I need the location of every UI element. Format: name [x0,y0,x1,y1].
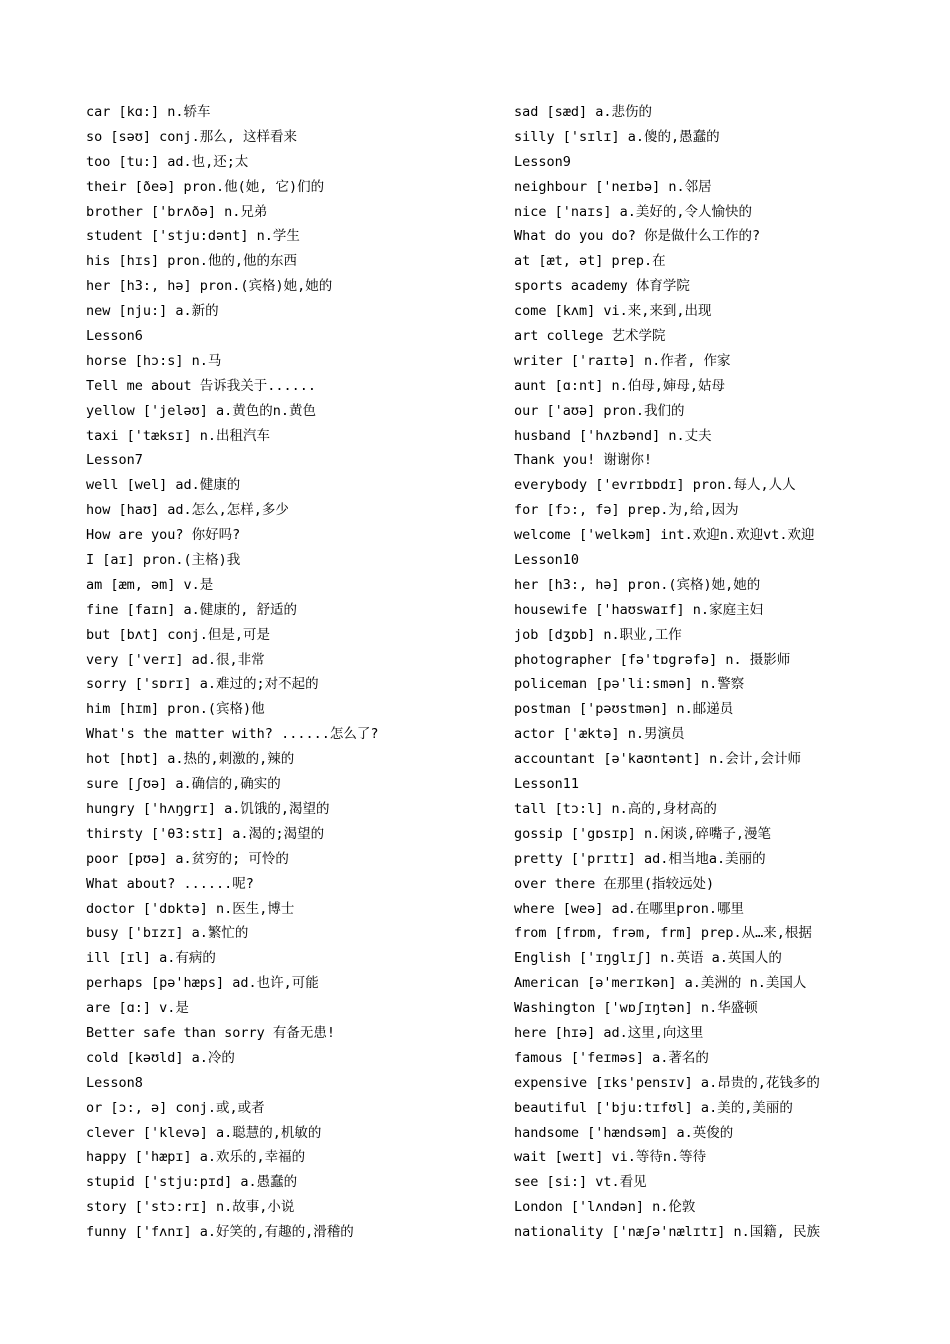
vocab-entry: so [səʊ] conj.那么, 这样看来 [86,128,298,145]
vocab-entry: housewife ['haʊswaɪf] n.家庭主妇 [514,601,764,618]
vocab-entry: poor [pʊə] a.贫穷的; 可怜的 [86,850,289,867]
vocab-entry: or [ɔ:, ə] conj.或,或者 [86,1099,265,1116]
vocab-entry: cold [kəʊld] a.冷的 [86,1049,235,1066]
vocab-entry: student ['stju:dənt] n.学生 [86,228,300,245]
vocab-entry: accountant [ə'kaʊntənt] n.会计,会计师 [514,751,801,768]
vocab-entry: sports academy 体育学院 [514,278,690,295]
vocab-entry: neighbour ['neɪbə] n.邻居 [514,178,712,195]
vocab-entry: her [h3:, hə] pron.(宾格)她,她的 [86,278,333,295]
vocab-entry: busy ['bɪzɪ] a.繁忙的 [86,925,249,942]
vocab-entry: fine [faɪn] a.健康的, 舒适的 [86,601,298,618]
vocab-entry: I [aɪ] pron.(主格)我 [86,552,241,569]
vocab-entry: What about? ......呢? [86,875,254,892]
right-column [514,100,934,1245]
vocab-entry: taxi ['tæksɪ] n.出租汽车 [86,427,271,444]
vocab-entry: tall [tɔ:l] n.高的,身材高的 [514,800,717,817]
vocab-entry: How are you? 你好吗? [86,527,241,544]
vocab-entry: doctor ['dɒktə] n.医生,博士 [86,900,295,917]
vocab-entry: stupid ['stju:pɪd] a.愚蠢的 [86,1174,298,1191]
vocab-entry: here [hɪə] ad.这里,向这里 [514,1024,704,1041]
vocab-entry: art college 艺术学院 [514,328,666,345]
vocab-entry: their [ðeə] pron.他(她, 它)们的 [86,178,325,195]
vocab-entry: at [æt, ət] prep.在 [514,253,666,270]
vocab-entry: too [tu:] ad.也,还;太 [86,153,249,170]
vocab-entry: but [bʌt] conj.但是,可是 [86,626,271,643]
vocab-entry: London ['lʌndən] n.伦敦 [514,1199,696,1216]
vocab-entry: Thank you! 谢谢你! [514,452,653,469]
vocab-entry: our ['aʊə] pron.我们的 [514,402,685,419]
vocab-entry: Better safe than sorry 有备无患! [86,1024,336,1041]
vocab-entry: beautiful ['bju:tɪfʊl] a.美的,美丽的 [514,1099,793,1116]
vocab-entry: hot [hɒt] a.热的,刺激的,辣的 [86,751,295,768]
vocab-entry: English ['ɪŋglɪʃ] n.英语 a.英国人的 [514,950,782,967]
vocab-entry: perhaps [pə'hæps] ad.也许,可能 [86,975,319,992]
vocab-entry: handsome ['hændsəm] a.英俊的 [514,1124,734,1141]
vocab-entry: Tell me about 告诉我关于...... [86,377,317,394]
vocab-entry: aunt [ɑ:nt] n.伯母,婶母,姑母 [514,377,726,394]
vocab-entry: horse [hɔ:s] n.马 [86,352,222,369]
vocab-entry: see [si:] vt.看见 [514,1174,647,1191]
vocab-entry: silly ['sɪlɪ] a.傻的,愚蠢的 [514,128,720,145]
lesson-heading: Lesson8 [86,1074,143,1091]
lesson-heading: Lesson7 [86,452,143,469]
vocab-entry: What do you do? 你是做什么工作的? [514,228,761,245]
vocab-entry: everybody ['evrɪbɒdɪ] pron.每人,人人 [514,477,796,494]
vocab-entry: Washington ['wɒʃɪŋtən] n.华盛顿 [514,1000,758,1017]
vocab-entry: sad [sæd] a.悲伤的 [514,104,653,120]
lesson-heading: Lesson11 [514,776,580,793]
vocab-entry: sure [ʃʊə] a.确信的,确实的 [86,776,281,793]
vocab-entry: story ['stɔ:rɪ] n.故事,小说 [86,1199,295,1216]
vocab-entry: his [hɪs] pron.他的,他的东西 [86,253,298,270]
vocab-entry: where [weə] ad.在哪里pron.哪里 [514,900,745,917]
vocab-entry: gossip ['gɒsɪp] n.闲谈,碎嘴子,漫笔 [514,825,772,842]
vocab-entry: sorry ['sɒrɪ] a.难过的;对不起的 [86,676,319,693]
vocab-entry: brother ['brʌðə] n.兄弟 [86,203,268,220]
vocab-entry: come [kʌm] vi.来,来到,出现 [514,303,712,320]
vocab-entry: very ['verɪ] ad.很,非常 [86,651,265,668]
vocab-entry: for [fɔ:, fə] prep.为,给,因为 [514,502,739,519]
left-column [86,100,506,1245]
vocab-entry: are [ɑ:] v.是 [86,1000,189,1017]
lesson-heading: Lesson10 [514,552,580,569]
vocab-entry: am [æm, əm] v.是 [86,576,214,593]
vocab-entry: famous ['feɪməs] a.著名的 [514,1049,709,1066]
vocab-entry: What's the matter with? ......怎么了? [86,726,379,743]
vocab-entry: writer ['raɪtə] n.作者, 作家 [514,352,731,369]
vocab-entry: wait [weɪt] vi.等待n.等待 [514,1149,707,1166]
vocab-entry: welcome ['welkəm] int.欢迎n.欢迎vt.欢迎 [514,527,815,544]
vocab-entry: photographer [fə'tɒgrəfə] n. 摄影师 [514,651,791,668]
vocab-entry: nice ['naɪs] a.美好的,令人愉快的 [514,203,753,220]
vocab-entry: American [ə'merɪkən] a.美洲的 n.美国人 [514,975,807,992]
vocab-entry: husband ['hʌzbənd] n.丈夫 [514,427,712,444]
vocab-entry: ill [ɪl] a.有病的 [86,950,216,967]
vocab-entry: new [nju:] a.新的 [86,303,219,320]
vocab-entry: funny ['fʌnɪ] a.好笑的,有趣的,滑稽的 [86,1224,354,1241]
vocab-entry: happy ['hæpɪ] a.欢乐的,幸福的 [86,1149,306,1166]
vocab-entry: car [kɑ:] n.轿车 [86,104,211,120]
vocab-entry: her [h3:, hə] pron.(宾格)她,她的 [514,576,761,593]
vocab-entry: yellow ['jeləʊ] a.黄色的n.黄色 [86,402,317,419]
vocab-entry: job [dʒɒb] n.职业,工作 [514,626,682,643]
vocab-entry: well [wel] ad.健康的 [86,477,241,494]
vocab-entry: from [frɒm, frəm, frm] prep.从…来,根据 [514,925,812,942]
vocab-entry: policeman [pə'li:smən] n.警察 [514,676,745,693]
vocab-entry: clever ['klevə] a.聪慧的,机敏的 [86,1124,322,1141]
vocab-entry: over there 在那里(指较远处) [514,875,715,892]
vocab-entry: him [hɪm] pron.(宾格)他 [86,701,265,718]
vocab-entry: pretty ['prɪtɪ] ad.相当地a.美丽的 [514,850,766,867]
vocab-entry: thirsty ['θ3:stɪ] a.渴的;渴望的 [86,825,325,842]
vocab-entry: actor ['æktə] n.男演员 [514,726,685,743]
vocab-entry: expensive [ɪks'pensɪv] a.昂贵的,花钱多的 [514,1074,820,1091]
lesson-heading: Lesson9 [514,153,571,170]
vocab-entry: hungry ['hʌŋgrɪ] a.饥饿的,渴望的 [86,800,330,817]
vocab-entry: postman ['pəʊstmən] n.邮递员 [514,701,734,718]
vocab-entry: nationality ['næʃə'nælɪtɪ] n.国籍, 民族 [514,1224,820,1241]
lesson-heading: Lesson6 [86,328,143,345]
vocab-entry: how [haʊ] ad.怎么,怎样,多少 [86,502,289,519]
